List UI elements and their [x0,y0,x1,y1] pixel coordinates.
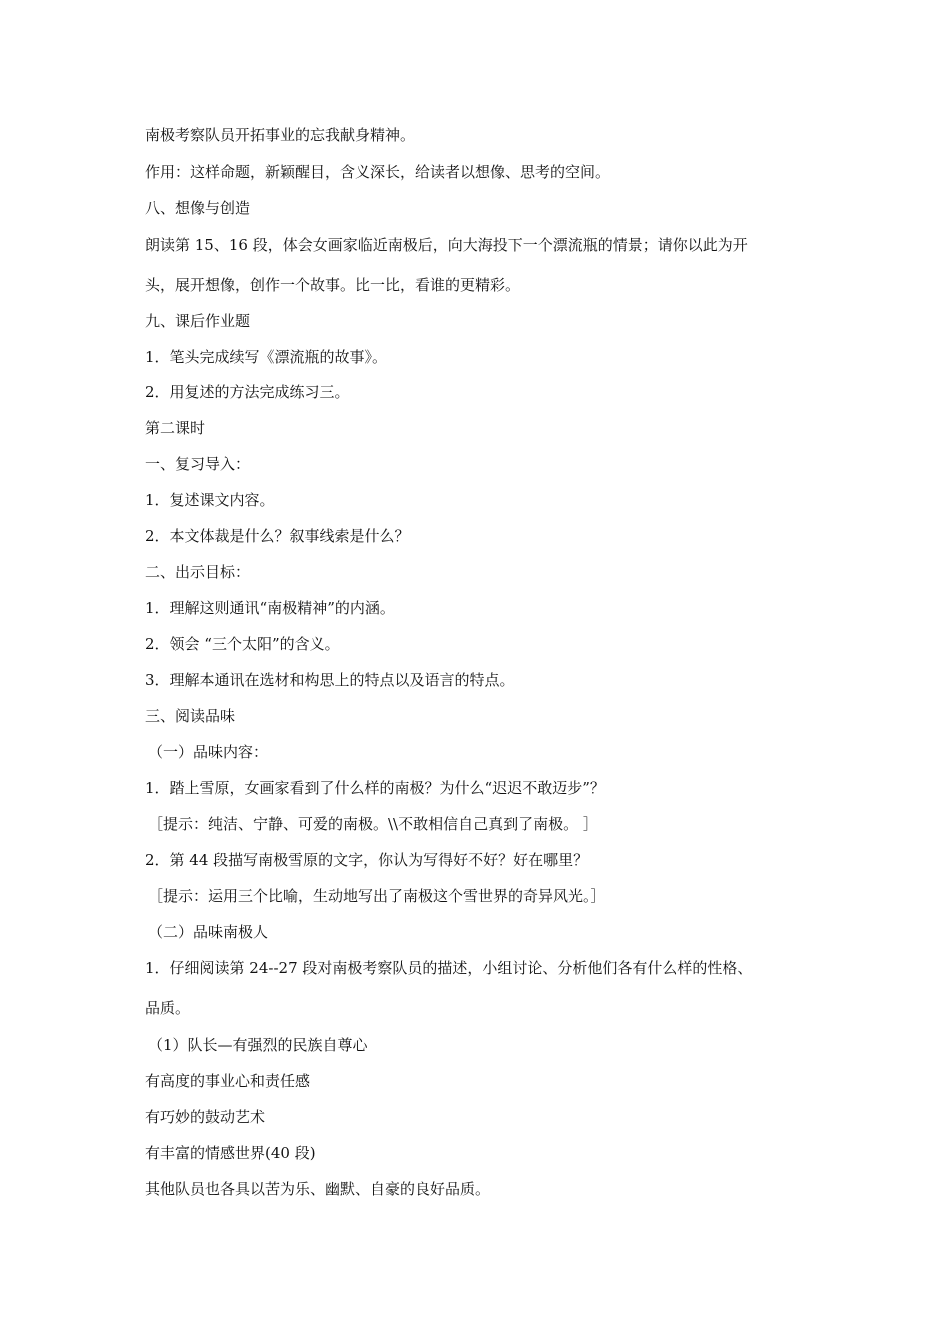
text-line: 品质。 [145,999,191,1017]
list-item: 1．理解这则通讯“南极精神”的内涵。 [145,599,395,617]
list-item: 1．踏上雪原，女画家看到了什么样的南极？为什么“迟迟不敢迈步”？ [145,779,605,797]
section-heading: 二、出示目标： [145,563,251,581]
section-heading: 一、复习导入： [145,455,251,473]
text-line: 有巧妙的鼓动艺术 [145,1108,266,1126]
text-line: 有丰富的情感世界(40 段) [145,1144,316,1162]
list-item: 2．领会 “三个太阳”的含义。 [145,635,340,653]
list-item: 2．用复述的方法完成练习三。 [145,383,350,401]
list-item: （1）队长—有强烈的民族自尊心 [148,1036,368,1054]
section-heading: 八、想像与创造 [145,199,251,217]
text-line: 南极考察队员开拓事业的忘我献身精神。 [145,126,416,144]
hint-text: ［提示：纯洁、宁静、可爱的南极。\\不敢相信自己真到了南极。 ］ [148,815,598,833]
section-heading: 九、课后作业题 [145,312,251,330]
text-line: 其他队员也各具以苦为乐、幽默、自豪的良好品质。 [145,1180,491,1198]
subsection-heading: （一）品味内容： [148,743,269,761]
list-item: 2．本文体裁是什么？叙事线索是什么？ [145,527,410,545]
list-item: 1．笔头完成续写《漂流瓶的故事》。 [145,348,388,366]
section-heading: 第二课时 [145,419,206,437]
hint-text: ［提示：运用三个比喻，生动地写出了南极这个雪世界的奇异风光。］ [148,887,606,905]
list-item: 3．理解本通讯在选材和构思上的特点以及语言的特点。 [145,671,515,689]
text-line: 有高度的事业心和责任感 [145,1072,311,1090]
list-item: 2．第 44 段描写南极雪原的文字，你认为写得好不好？好在哪里？ [145,851,589,869]
text-line: 作用：这样命题，新颖醒目，含义深长，给读者以想像、思考的空间。 [145,163,611,181]
section-heading: 三、阅读品味 [145,707,236,725]
list-item: 1．仔细阅读第 24--27 段对南极考察队员的描述，小组讨论、分析他们各有什么样的性格、 [145,959,753,977]
text-line: 头，展开想像，创作一个故事。比一比，看谁的更精彩。 [145,276,521,294]
list-item: 1．复述课文内容。 [145,491,275,509]
text-line: 朗读第 15、16 段，体会女画家临近南极后，向大海投下一个漂流瓶的情景；请你以此为开 [145,236,748,254]
subsection-heading: （二）品味南极人 [148,923,269,941]
